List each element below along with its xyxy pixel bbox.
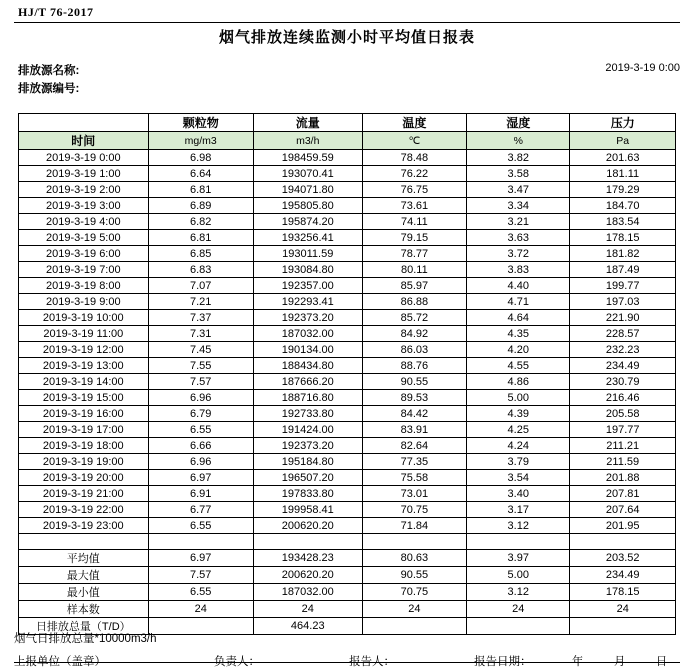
summary-value: 5.00 bbox=[467, 567, 570, 584]
table-row bbox=[19, 502, 676, 518]
footer-note: 烟气日排放总量*10000m3/h bbox=[14, 633, 157, 645]
row-value: 6.83 bbox=[148, 262, 253, 278]
row-time: 2019-3-19 13:00 bbox=[19, 358, 149, 374]
spacer-cell bbox=[362, 534, 466, 550]
footer-report-date-label: 报告日期： bbox=[474, 656, 532, 668]
footer-date-year: 年 bbox=[571, 656, 584, 668]
row-value: 197833.80 bbox=[253, 486, 362, 502]
row-time: 2019-3-19 14:00 bbox=[19, 374, 149, 390]
summary-value: 3.97 bbox=[467, 550, 570, 567]
row-value: 187032.00 bbox=[253, 326, 362, 342]
row-value: 234.49 bbox=[570, 358, 676, 374]
table-row bbox=[19, 246, 676, 262]
row-value: 4.40 bbox=[467, 278, 570, 294]
row-value: 73.61 bbox=[362, 198, 466, 214]
footer-responsible-label: 负责人： bbox=[214, 656, 260, 668]
row-value: 6.79 bbox=[148, 406, 253, 422]
table-row bbox=[19, 182, 676, 198]
row-value: 3.12 bbox=[467, 518, 570, 534]
summary-value: 24 bbox=[362, 601, 466, 618]
column-header: 流量 bbox=[253, 114, 362, 132]
row-time: 2019-3-19 23:00 bbox=[19, 518, 149, 534]
row-value: 3.34 bbox=[467, 198, 570, 214]
row-value: 76.75 bbox=[362, 182, 466, 198]
row-value: 211.21 bbox=[570, 438, 676, 454]
row-value: 6.91 bbox=[148, 486, 253, 502]
summary-label: 最大值 bbox=[19, 567, 149, 584]
row-time: 2019-3-19 2:00 bbox=[19, 182, 149, 198]
row-value: 6.82 bbox=[148, 214, 253, 230]
row-value: 84.42 bbox=[362, 406, 466, 422]
table-row bbox=[19, 166, 676, 182]
footer-reporter-label: 报告人： bbox=[349, 656, 395, 668]
time-column-header: 时间 bbox=[19, 132, 149, 150]
table-row bbox=[19, 342, 676, 358]
row-value: 184.70 bbox=[570, 198, 676, 214]
row-value: 4.64 bbox=[467, 310, 570, 326]
row-value: 190134.00 bbox=[253, 342, 362, 358]
row-value: 192357.00 bbox=[253, 278, 362, 294]
column-unit: m3/h bbox=[253, 132, 362, 150]
summary-value: 6.97 bbox=[148, 550, 253, 567]
row-value: 201.88 bbox=[570, 470, 676, 486]
row-value: 196507.20 bbox=[253, 470, 362, 486]
row-value: 6.81 bbox=[148, 182, 253, 198]
row-value: 193084.80 bbox=[253, 262, 362, 278]
row-time: 2019-3-19 16:00 bbox=[19, 406, 149, 422]
row-value: 82.64 bbox=[362, 438, 466, 454]
row-value: 74.11 bbox=[362, 214, 466, 230]
row-value: 89.53 bbox=[362, 390, 466, 406]
row-value: 86.88 bbox=[362, 294, 466, 310]
summary-value: 80.63 bbox=[362, 550, 466, 567]
summary-row bbox=[19, 584, 676, 601]
row-value: 4.39 bbox=[467, 406, 570, 422]
row-value: 4.35 bbox=[467, 326, 570, 342]
column-header: 压力 bbox=[570, 114, 676, 132]
row-time: 2019-3-19 8:00 bbox=[19, 278, 149, 294]
row-value: 195874.20 bbox=[253, 214, 362, 230]
table-row bbox=[19, 294, 676, 310]
row-value: 188434.80 bbox=[253, 358, 362, 374]
row-value: 6.98 bbox=[148, 150, 253, 166]
row-value: 6.55 bbox=[148, 518, 253, 534]
column-unit: mg/m3 bbox=[148, 132, 253, 150]
row-value: 7.07 bbox=[148, 278, 253, 294]
row-value: 193070.41 bbox=[253, 166, 362, 182]
table-row bbox=[19, 214, 676, 230]
row-value: 6.64 bbox=[148, 166, 253, 182]
source-name-label: 排放源名称: bbox=[18, 65, 80, 77]
table-spacer-row bbox=[19, 534, 676, 550]
report-datetime: 2019-3-19 0:00 bbox=[605, 62, 680, 74]
summary-value: 187032.00 bbox=[253, 584, 362, 601]
row-time: 2019-3-19 12:00 bbox=[19, 342, 149, 358]
row-value: 84.92 bbox=[362, 326, 466, 342]
row-value: 7.31 bbox=[148, 326, 253, 342]
row-value: 207.81 bbox=[570, 486, 676, 502]
row-value: 3.47 bbox=[467, 182, 570, 198]
row-value: 76.22 bbox=[362, 166, 466, 182]
row-time: 2019-3-19 0:00 bbox=[19, 150, 149, 166]
row-value: 6.97 bbox=[148, 470, 253, 486]
row-value: 4.25 bbox=[467, 422, 570, 438]
row-value: 79.15 bbox=[362, 230, 466, 246]
table-row bbox=[19, 230, 676, 246]
summary-value: 234.49 bbox=[570, 567, 676, 584]
table-row bbox=[19, 422, 676, 438]
row-value: 85.97 bbox=[362, 278, 466, 294]
row-value: 187.49 bbox=[570, 262, 676, 278]
row-time: 2019-3-19 22:00 bbox=[19, 502, 149, 518]
spacer-cell bbox=[253, 534, 362, 550]
row-value: 6.96 bbox=[148, 390, 253, 406]
row-value: 4.71 bbox=[467, 294, 570, 310]
column-unit: ℃ bbox=[362, 132, 466, 150]
row-value: 80.11 bbox=[362, 262, 466, 278]
row-value: 199.77 bbox=[570, 278, 676, 294]
row-value: 3.21 bbox=[467, 214, 570, 230]
table-unit-row bbox=[19, 132, 676, 150]
row-value: 197.03 bbox=[570, 294, 676, 310]
table-row bbox=[19, 518, 676, 534]
row-value: 85.72 bbox=[362, 310, 466, 326]
footer-divider bbox=[14, 662, 680, 663]
table-row bbox=[19, 278, 676, 294]
row-value: 192373.20 bbox=[253, 310, 362, 326]
row-value: 195184.80 bbox=[253, 454, 362, 470]
summary-value: 24 bbox=[148, 601, 253, 618]
row-value: 7.57 bbox=[148, 374, 253, 390]
summary-value: 178.15 bbox=[570, 584, 676, 601]
column-header: 温度 bbox=[362, 114, 466, 132]
row-value: 83.91 bbox=[362, 422, 466, 438]
row-value: 6.55 bbox=[148, 422, 253, 438]
row-value: 199958.41 bbox=[253, 502, 362, 518]
row-value: 6.89 bbox=[148, 198, 253, 214]
row-value: 201.63 bbox=[570, 150, 676, 166]
header-blank-cell bbox=[19, 114, 149, 132]
row-value: 78.48 bbox=[362, 150, 466, 166]
row-value: 200620.20 bbox=[253, 518, 362, 534]
row-value: 197.77 bbox=[570, 422, 676, 438]
row-value: 3.63 bbox=[467, 230, 570, 246]
row-value: 183.54 bbox=[570, 214, 676, 230]
row-value: 192733.80 bbox=[253, 406, 362, 422]
total-value: 464.23 bbox=[253, 618, 362, 635]
row-value: 5.00 bbox=[467, 390, 570, 406]
row-time: 2019-3-19 20:00 bbox=[19, 470, 149, 486]
summary-value: 7.57 bbox=[148, 567, 253, 584]
row-value: 77.35 bbox=[362, 454, 466, 470]
table-row bbox=[19, 374, 676, 390]
spacer-cell bbox=[148, 534, 253, 550]
summary-value: 3.12 bbox=[467, 584, 570, 601]
row-time: 2019-3-19 7:00 bbox=[19, 262, 149, 278]
source-meta bbox=[18, 62, 79, 98]
summary-value: 24 bbox=[570, 601, 676, 618]
summary-value: 203.52 bbox=[570, 550, 676, 567]
table-row bbox=[19, 310, 676, 326]
table-header-row bbox=[19, 114, 676, 132]
footer-block bbox=[14, 630, 680, 669]
row-value: 6.81 bbox=[148, 230, 253, 246]
row-value: 221.90 bbox=[570, 310, 676, 326]
row-value: 193011.59 bbox=[253, 246, 362, 262]
row-value: 192293.41 bbox=[253, 294, 362, 310]
row-value: 6.77 bbox=[148, 502, 253, 518]
footer-unit-label: 上报单位（盖章） bbox=[14, 656, 106, 668]
summary-label: 样本数 bbox=[19, 601, 149, 618]
summary-label: 平均值 bbox=[19, 550, 149, 567]
column-unit: % bbox=[467, 132, 570, 150]
row-value: 181.82 bbox=[570, 246, 676, 262]
row-value: 3.58 bbox=[467, 166, 570, 182]
header-divider bbox=[14, 22, 680, 23]
row-time: 2019-3-19 15:00 bbox=[19, 390, 149, 406]
row-value: 6.96 bbox=[148, 454, 253, 470]
row-value: 201.95 bbox=[570, 518, 676, 534]
spacer-cell bbox=[467, 534, 570, 550]
row-value: 188716.80 bbox=[253, 390, 362, 406]
spacer-cell bbox=[19, 534, 149, 550]
row-value: 78.77 bbox=[362, 246, 466, 262]
row-value: 3.40 bbox=[467, 486, 570, 502]
summary-value: 90.55 bbox=[362, 567, 466, 584]
spacer-cell bbox=[570, 534, 676, 550]
summary-value: 200620.20 bbox=[253, 567, 362, 584]
table-row bbox=[19, 486, 676, 502]
row-value: 4.55 bbox=[467, 358, 570, 374]
summary-value: 6.55 bbox=[148, 584, 253, 601]
row-time: 2019-3-19 3:00 bbox=[19, 198, 149, 214]
footer-date-day: 日 bbox=[655, 656, 668, 668]
standard-code: HJ/T 76-2017 bbox=[18, 5, 94, 19]
table-row bbox=[19, 198, 676, 214]
summary-value: 70.75 bbox=[362, 584, 466, 601]
column-header: 湿度 bbox=[467, 114, 570, 132]
row-value: 216.46 bbox=[570, 390, 676, 406]
row-time: 2019-3-19 11:00 bbox=[19, 326, 149, 342]
row-value: 7.45 bbox=[148, 342, 253, 358]
summary-label: 最小值 bbox=[19, 584, 149, 601]
table-row bbox=[19, 150, 676, 166]
table-row bbox=[19, 470, 676, 486]
row-value: 205.58 bbox=[570, 406, 676, 422]
row-value: 88.76 bbox=[362, 358, 466, 374]
summary-row bbox=[19, 567, 676, 584]
row-value: 7.37 bbox=[148, 310, 253, 326]
summary-row bbox=[19, 601, 676, 618]
summary-value: 24 bbox=[253, 601, 362, 618]
row-value: 230.79 bbox=[570, 374, 676, 390]
row-time: 2019-3-19 6:00 bbox=[19, 246, 149, 262]
row-value: 70.75 bbox=[362, 502, 466, 518]
column-header: 颗粒物 bbox=[148, 114, 253, 132]
row-value: 178.15 bbox=[570, 230, 676, 246]
row-value: 232.23 bbox=[570, 342, 676, 358]
row-value: 3.72 bbox=[467, 246, 570, 262]
table-row bbox=[19, 326, 676, 342]
measurement-table bbox=[18, 113, 676, 635]
row-value: 187666.20 bbox=[253, 374, 362, 390]
row-value: 198459.59 bbox=[253, 150, 362, 166]
table-row bbox=[19, 358, 676, 374]
row-value: 90.55 bbox=[362, 374, 466, 390]
row-value: 6.66 bbox=[148, 438, 253, 454]
footer-date-line bbox=[474, 653, 680, 669]
row-value: 75.58 bbox=[362, 470, 466, 486]
row-value: 7.55 bbox=[148, 358, 253, 374]
footer-date-month: 月 bbox=[613, 656, 626, 668]
row-time: 2019-3-19 17:00 bbox=[19, 422, 149, 438]
row-value: 179.29 bbox=[570, 182, 676, 198]
row-time: 2019-3-19 9:00 bbox=[19, 294, 149, 310]
table-row bbox=[19, 438, 676, 454]
row-value: 4.86 bbox=[467, 374, 570, 390]
row-value: 4.20 bbox=[467, 342, 570, 358]
summary-value: 193428.23 bbox=[253, 550, 362, 567]
row-value: 3.82 bbox=[467, 150, 570, 166]
row-value: 195805.80 bbox=[253, 198, 362, 214]
table-row bbox=[19, 454, 676, 470]
row-value: 3.17 bbox=[467, 502, 570, 518]
summary-value: 24 bbox=[467, 601, 570, 618]
row-time: 2019-3-19 18:00 bbox=[19, 438, 149, 454]
row-time: 2019-3-19 19:00 bbox=[19, 454, 149, 470]
row-value: 194071.80 bbox=[253, 182, 362, 198]
row-value: 193256.41 bbox=[253, 230, 362, 246]
row-value: 7.21 bbox=[148, 294, 253, 310]
row-value: 191424.00 bbox=[253, 422, 362, 438]
row-value: 228.57 bbox=[570, 326, 676, 342]
row-value: 86.03 bbox=[362, 342, 466, 358]
table-row bbox=[19, 262, 676, 278]
row-value: 211.59 bbox=[570, 454, 676, 470]
row-value: 3.54 bbox=[467, 470, 570, 486]
row-value: 73.01 bbox=[362, 486, 466, 502]
total-label: 日排放总量（T/D） bbox=[19, 618, 149, 635]
row-value: 4.24 bbox=[467, 438, 570, 454]
row-value: 71.84 bbox=[362, 518, 466, 534]
table-row bbox=[19, 406, 676, 422]
row-value: 207.64 bbox=[570, 502, 676, 518]
source-code-label: 排放源编号: bbox=[18, 83, 80, 95]
row-time: 2019-3-19 21:00 bbox=[19, 486, 149, 502]
row-time: 2019-3-19 5:00 bbox=[19, 230, 149, 246]
summary-row bbox=[19, 550, 676, 567]
page-title: 烟气排放连续监测小时平均值日报表 bbox=[218, 29, 475, 46]
table-row bbox=[19, 390, 676, 406]
row-time: 2019-3-19 4:00 bbox=[19, 214, 149, 230]
row-value: 6.85 bbox=[148, 246, 253, 262]
row-time: 2019-3-19 1:00 bbox=[19, 166, 149, 182]
column-unit: Pa bbox=[570, 132, 676, 150]
row-value: 192373.20 bbox=[253, 438, 362, 454]
row-value: 181.11 bbox=[570, 166, 676, 182]
row-time: 2019-3-19 10:00 bbox=[19, 310, 149, 326]
row-value: 3.83 bbox=[467, 262, 570, 278]
row-value: 3.79 bbox=[467, 454, 570, 470]
